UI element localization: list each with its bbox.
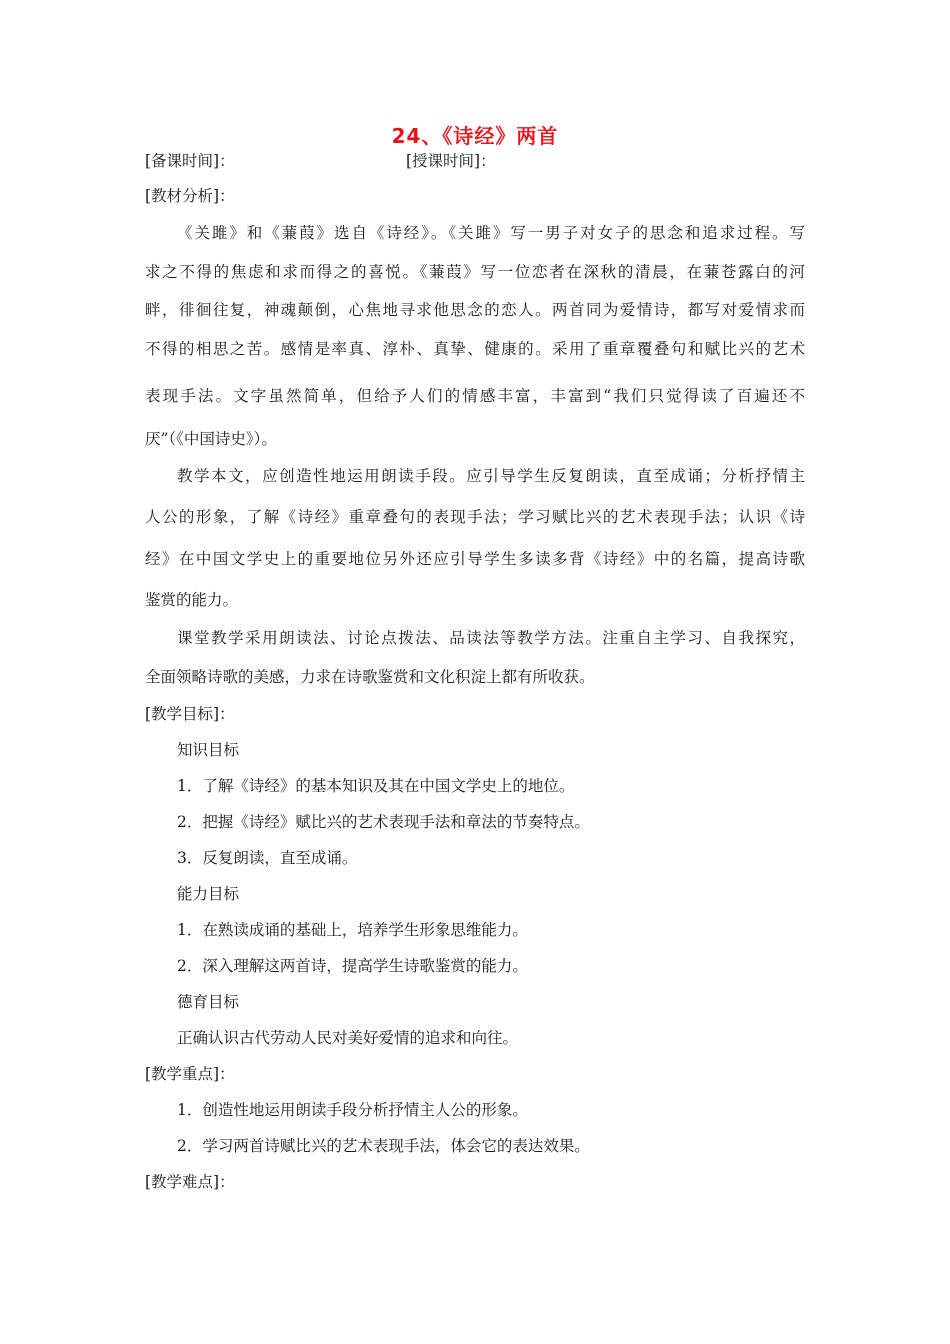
difficult-points-heading: [教学难点]： <box>145 1173 235 1191</box>
teach-time-label: [授课时间]： <box>406 152 496 170</box>
prep-time-label: [备课时间]： <box>145 152 235 170</box>
analysis-p2-line: 鉴赏的能力。 <box>145 591 239 609</box>
knowledge-goal-item: 2．把握《诗经》赋比兴的艺术表现手法和章法的节奏特点。 <box>177 813 590 831</box>
document-title: 24、《诗经》两首 <box>391 124 559 148</box>
analysis-p3-line: 全面领略诗歌的美感，力求在诗歌鉴赏和文化积淀上都有所收获。 <box>145 668 595 686</box>
analysis-heading: [教材分析]： <box>145 187 235 205</box>
analysis-p2-line: 人公的形象，了解《诗经》重章叠句的表现手法；学习赋比兴的艺术表现手法；认识《诗 <box>145 508 805 526</box>
knowledge-goal-label: 知识目标 <box>177 741 240 759</box>
ability-goal-label: 能力目标 <box>177 885 240 903</box>
analysis-p3-line: 课堂教学采用朗读法、讨论点拨法、品读法等教学方法。注重自主学习、自我探究， <box>177 629 805 647</box>
knowledge-goal-item: 3．反复朗读，直至成诵。 <box>177 849 358 867</box>
analysis-p2-line: 经》在中国文学史上的重要地位另外还应引导学生多读多背《诗经》中的名篇，提高诗歌 <box>145 550 805 568</box>
goals-heading: [教学目标]： <box>145 705 235 723</box>
analysis-p2-line: 教学本文，应创造性地运用朗读手段。应引导学生反复朗读，直至成诵；分析抒情主 <box>177 467 805 485</box>
key-points-heading: [教学重点]： <box>145 1065 235 1083</box>
analysis-p1-line: 求之不得的焦虑和求而得之的喜悦。《蒹葭》写一位恋者在深秋的清晨，在蒹苍露白的河 <box>145 263 805 281</box>
analysis-p1-line: 厌”（《中国诗史》）。 <box>145 430 277 448</box>
moral-goal-label: 德育目标 <box>177 993 240 1011</box>
key-point-item: 1．创造性地运用朗读手段分析抒情主人公的形象。 <box>177 1101 528 1119</box>
analysis-p1-line: 《关雎》和《蒹葭》选自《诗经》。《关雎》写一男子对女子的思念和追求过程。写 <box>177 224 805 242</box>
analysis-p1-line: 畔，徘徊往复，神魂颠倒，心焦地寻求他思念的恋人。两首同为爱情诗，都写对爱情求而 <box>145 301 805 319</box>
ability-goal-item: 1．在熟读成诵的基础上，培养学生形象思维能力。 <box>177 921 528 939</box>
ability-goal-item: 2．深入理解这两首诗，提高学生诗歌鉴赏的能力。 <box>177 957 528 975</box>
analysis-p1-line: 表现手法。文字虽然简单，但给予人们的情感丰富，丰富到“我们只觉得读了百遍还不 <box>145 387 805 405</box>
key-point-item: 2．学习两首诗赋比兴的艺术表现手法，体会它的表达效果。 <box>177 1137 590 1155</box>
moral-goal-item: 正确认识古代劳动人民对美好爱情的追求和向往。 <box>177 1029 519 1047</box>
analysis-p1-line: 不得的相思之苦。感情是率真、淳朴、真挚、健康的。采用了重章覆叠句和赋比兴的艺术 <box>145 340 805 358</box>
knowledge-goal-item: 1．了解《诗经》的基本知识及其在中国文学史上的地位。 <box>177 777 575 795</box>
